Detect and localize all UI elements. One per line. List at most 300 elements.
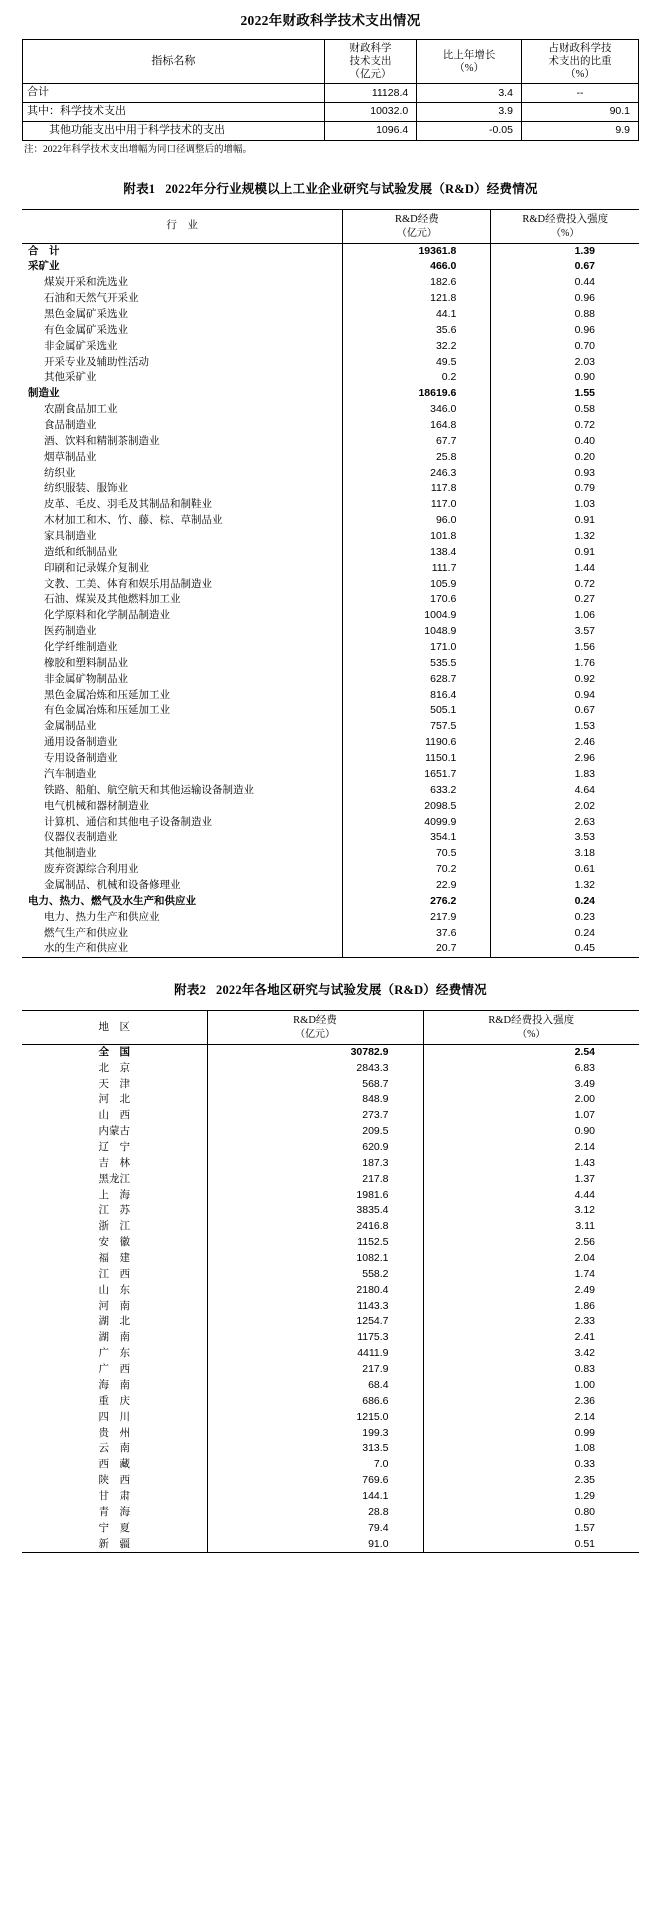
row-value-rd-funds: 1190.6	[343, 735, 491, 751]
row-value-rd-funds: 246.3	[343, 466, 491, 482]
table1-body	[23, 84, 639, 140]
row-value-rd-intensity: 2.36	[574, 1394, 595, 1407]
row-value-rd-funds: 1004.9	[343, 608, 491, 624]
row-value-rd-funds: 1150.1	[343, 751, 491, 767]
table-row	[22, 894, 639, 910]
table-row	[22, 846, 639, 862]
row-label: 有色金属冶炼和压延加工业	[44, 705, 170, 717]
row-value-share: 9.9	[521, 121, 638, 140]
table-row	[22, 688, 639, 704]
table-row	[22, 291, 639, 307]
row-value-rd-intensity: 0.24	[574, 926, 595, 939]
appendix1-heading: 2022年分行业规模以上工业企业研究与试验发展（R&D）经费情况	[165, 181, 538, 196]
row-value-rd-intensity: 3.42	[574, 1347, 595, 1360]
row-value-rd-intensity: 0.45	[574, 942, 595, 955]
row-label: 黑龙江	[98, 1173, 131, 1185]
row-value-rd-funds: 2843.3	[207, 1061, 423, 1077]
row-label: 水的生产和供应业	[44, 943, 128, 955]
row-value-rd-intensity: 0.72	[574, 419, 595, 432]
row-label: 湖 南	[98, 1332, 131, 1344]
row-label: 废弃资源综合利用业	[44, 864, 139, 876]
row-value-rd-intensity: 0.79	[574, 482, 595, 495]
appendix2-title	[22, 958, 639, 1010]
row-label: 专用设备制造业	[44, 753, 118, 765]
row-label: 皮革、毛皮、羽毛及其制品和制鞋业	[44, 499, 212, 511]
table-row	[22, 513, 639, 529]
row-label: 其他功能支出中用于科学技术的支出	[23, 121, 325, 140]
table-row	[22, 1061, 639, 1077]
row-label: 电气机械和器材制造业	[44, 800, 149, 812]
row-value-rd-intensity: 0.80	[574, 1505, 595, 1518]
row-value-rd-funds: 1143.3	[207, 1299, 423, 1315]
region-rd-body	[22, 1044, 639, 1553]
row-label: 北 京	[98, 1062, 131, 1074]
row-label: 合 计	[28, 245, 60, 257]
row-value-rd-funds: 276.2	[343, 894, 491, 910]
row-value-rd-funds: 70.5	[343, 846, 491, 862]
row-value-rd-intensity: 2.33	[574, 1315, 595, 1328]
row-value-rd-intensity: 4.44	[574, 1188, 595, 1201]
row-value-rd-intensity: 3.49	[574, 1077, 595, 1090]
row-label: 非金属矿物制品业	[44, 673, 128, 685]
row-value-rd-funds: 620.9	[207, 1140, 423, 1156]
row-value-rd-funds: 633.2	[343, 783, 491, 799]
table-row	[23, 121, 639, 140]
industry-rd-body	[22, 243, 639, 958]
row-label: 浙 江	[98, 1221, 131, 1233]
col-header-rd-intensity: R&D经费投入强度 （%）	[491, 209, 639, 243]
row-value-rd-funds: 67.7	[343, 434, 491, 450]
table-row	[22, 466, 639, 482]
table-row	[22, 624, 639, 640]
row-value-rd-funds: 44.1	[343, 307, 491, 323]
table-row	[22, 751, 639, 767]
appendix2-heading: 2022年各地区研究与试验发展（R&D）经费情况	[216, 983, 487, 998]
row-value-rd-funds: 138.4	[343, 545, 491, 561]
row-label: 广 西	[98, 1364, 131, 1376]
row-value-rd-funds: 182.6	[343, 275, 491, 291]
industry-rd-table	[22, 209, 639, 958]
table-row	[22, 1188, 639, 1204]
row-value-rd-intensity: 0.91	[574, 545, 595, 558]
row-value-rd-intensity: 0.94	[574, 688, 595, 701]
row-label: 天 津	[98, 1078, 131, 1090]
row-value-rd-intensity: 0.67	[574, 704, 595, 717]
table-row	[22, 799, 639, 815]
row-label: 化学纤维制造业	[44, 642, 118, 654]
table-row	[22, 1537, 639, 1553]
table-row	[22, 1203, 639, 1219]
table-row	[22, 1172, 639, 1188]
table-row	[22, 545, 639, 561]
row-value-rd-funds: 2416.8	[207, 1219, 423, 1235]
row-value-rd-funds: 37.6	[343, 926, 491, 942]
table-row	[22, 1346, 639, 1362]
table-row	[22, 1314, 639, 1330]
row-label: 造纸和纸制品业	[44, 546, 118, 558]
row-value-rd-funds: 769.6	[207, 1473, 423, 1489]
row-value-rd-intensity: 0.93	[574, 466, 595, 479]
row-value-rd-funds: 111.7	[343, 561, 491, 577]
row-value-share: 90.1	[521, 103, 638, 122]
row-label: 酒、饮料和精制茶制造业	[44, 435, 160, 447]
row-label: 采矿业	[28, 261, 60, 273]
table-row	[22, 561, 639, 577]
row-value-rd-intensity: 1.53	[574, 720, 595, 733]
table-row	[22, 1267, 639, 1283]
col-header-rd-funds: R&D经费 （亿元）	[343, 209, 491, 243]
row-value-rd-intensity: 2.00	[574, 1093, 595, 1106]
row-value-rd-intensity: 1.74	[574, 1267, 595, 1280]
row-value-rd-funds: 144.1	[207, 1489, 423, 1505]
row-label: 宁 夏	[98, 1522, 131, 1534]
row-value-rd-intensity: 0.23	[574, 910, 595, 923]
row-value-rd-funds: 1152.5	[207, 1235, 423, 1251]
table-row	[22, 941, 639, 957]
row-value-rd-funds: 20.7	[343, 941, 491, 957]
row-value-rd-intensity: 1.37	[574, 1172, 595, 1185]
row-label: 湖 北	[98, 1316, 131, 1328]
table-header-row	[23, 40, 639, 84]
row-value-rd-intensity: 2.02	[574, 799, 595, 812]
row-value-rd-intensity: 0.20	[574, 450, 595, 463]
table-row	[22, 608, 639, 624]
row-label: 黑色金属冶炼和压延加工业	[44, 689, 170, 701]
row-label: 海 南	[98, 1379, 131, 1391]
row-label: 非金属矿采选业	[44, 340, 118, 352]
row-value-rd-funds: 686.6	[207, 1394, 423, 1410]
row-value-rd-funds: 4411.9	[207, 1346, 423, 1362]
row-value-rd-intensity: 0.51	[574, 1537, 595, 1550]
row-value-rd-funds: 199.3	[207, 1426, 423, 1442]
table-header-row	[22, 1011, 639, 1045]
row-value-rd-intensity: 0.27	[574, 593, 595, 606]
row-value-rd-funds: 101.8	[343, 529, 491, 545]
row-value-rd-funds: 1254.7	[207, 1314, 423, 1330]
row-label: 金属制品、机械和设备修理业	[44, 879, 181, 891]
row-label: 新 疆	[98, 1538, 131, 1550]
row-label: 河 北	[98, 1094, 131, 1106]
table-row	[22, 1330, 639, 1346]
region-rd-table	[22, 1010, 639, 1553]
row-value-rd-intensity: 0.91	[574, 514, 595, 527]
row-value-rd-intensity: 1.06	[574, 609, 595, 622]
row-value-rd-intensity: 1.56	[574, 641, 595, 654]
table-row	[22, 1124, 639, 1140]
row-label: 黑色金属矿采选业	[44, 309, 128, 320]
row-value-rd-intensity: 0.96	[574, 323, 595, 336]
table-row	[22, 830, 639, 846]
row-value-rd-funds: 628.7	[343, 672, 491, 688]
table-row	[22, 1108, 639, 1124]
row-label: 全 国	[98, 1046, 131, 1058]
table-row	[22, 402, 639, 418]
page-title: 2022年财政科学技术支出情况	[240, 13, 421, 28]
row-value-rd-intensity: 1.57	[574, 1521, 595, 1534]
row-value-rd-funds: 28.8	[207, 1505, 423, 1521]
row-value-rd-intensity: 2.49	[574, 1283, 595, 1296]
row-value-rd-intensity: 1.83	[574, 767, 595, 780]
row-value-rd-intensity: 0.90	[574, 1125, 595, 1138]
row-value-growth: 3.9	[417, 103, 522, 122]
row-value-rd-intensity: 1.00	[574, 1378, 595, 1391]
row-label: 金属制品业	[44, 721, 97, 733]
row-value-rd-intensity: 0.40	[574, 434, 595, 447]
row-label: 木材加工和木、竹、藤、棕、草制品业	[44, 515, 223, 527]
row-label: 石油、煤炭及其他燃料加工业	[44, 594, 181, 606]
row-value-rd-intensity: 1.55	[574, 387, 595, 400]
appendix1-index: 附表1	[123, 181, 156, 196]
row-value-rd-funds: 19361.8	[343, 243, 491, 259]
row-value-rd-funds: 91.0	[207, 1537, 423, 1553]
table-row	[22, 386, 639, 402]
table-header-row	[22, 209, 639, 243]
row-value-rd-intensity: 2.14	[574, 1410, 595, 1423]
table-row	[22, 1378, 639, 1394]
row-value-rd-funds: 164.8	[343, 418, 491, 434]
row-label: 橡胶和塑料制品业	[44, 657, 128, 669]
table-row	[22, 1505, 639, 1521]
row-value-rd-intensity: 0.58	[574, 403, 595, 416]
table-row	[22, 1140, 639, 1156]
table-row	[22, 767, 639, 783]
table-row	[22, 418, 639, 434]
table-row	[22, 1283, 639, 1299]
row-value-rd-intensity: 0.44	[574, 276, 595, 289]
row-value-rd-intensity: 2.63	[574, 815, 595, 828]
row-value-rd-intensity: 0.90	[574, 371, 595, 384]
row-value-rd-funds: 22.9	[343, 878, 491, 894]
row-value-rd-intensity: 2.35	[574, 1474, 595, 1487]
row-value-rd-funds: 117.0	[343, 497, 491, 513]
table-row	[22, 1077, 639, 1093]
row-value-rd-intensity: 2.56	[574, 1236, 595, 1249]
row-value-rd-funds: 121.8	[343, 291, 491, 307]
row-label: 印刷和记录媒介复制业	[44, 562, 149, 574]
table-row	[22, 1219, 639, 1235]
row-value-rd-intensity: 0.67	[574, 260, 595, 273]
row-value-rd-intensity: 0.33	[574, 1458, 595, 1471]
row-value-rd-funds: 32.2	[343, 339, 491, 355]
row-value-rd-funds: 30782.9	[207, 1044, 423, 1060]
table-row	[22, 1426, 639, 1442]
row-value-rd-funds: 1981.6	[207, 1188, 423, 1204]
table-row	[22, 497, 639, 513]
row-value-rd-funds: 1082.1	[207, 1251, 423, 1267]
row-label: 化学原料和化学制品制造业	[44, 610, 170, 622]
table-row	[22, 1251, 639, 1267]
row-value-rd-intensity: 1.03	[574, 498, 595, 511]
table-row	[22, 1235, 639, 1251]
row-label: 仪器仪表制造业	[44, 832, 118, 844]
row-label: 山 西	[98, 1110, 131, 1122]
appendix1-title	[22, 157, 639, 209]
table-row	[22, 592, 639, 608]
row-value-rd-funds: 1048.9	[343, 624, 491, 640]
row-value-rd-funds: 0.2	[343, 370, 491, 386]
row-value-rd-funds: 68.4	[207, 1378, 423, 1394]
row-value-rd-intensity: 3.12	[574, 1204, 595, 1217]
row-value-rd-intensity: 2.96	[574, 752, 595, 765]
table-row	[22, 259, 639, 275]
row-label: 纺织业	[44, 467, 76, 479]
row-label: 煤炭开采和洗选业	[44, 277, 128, 289]
table-row	[22, 862, 639, 878]
row-value-rd-funds: 848.9	[207, 1092, 423, 1108]
row-value-rd-intensity: 0.70	[574, 339, 595, 352]
table-row	[22, 339, 639, 355]
row-value-rd-intensity: 3.57	[574, 625, 595, 638]
row-label: 纺织服装、服饰业	[44, 483, 128, 495]
row-value-rd-intensity: 2.54	[574, 1045, 595, 1058]
row-label: 其他采矿业	[44, 372, 97, 384]
row-value-rd-intensity: 0.92	[574, 672, 595, 685]
row-value-rd-intensity: 1.32	[574, 878, 595, 891]
row-value-rd-intensity: 0.88	[574, 308, 595, 320]
table-row	[22, 1457, 639, 1473]
row-value-rd-funds: 535.5	[343, 656, 491, 672]
row-value-rd-funds: 171.0	[343, 640, 491, 656]
row-value-rd-intensity: 0.72	[574, 577, 595, 590]
table-row	[22, 1441, 639, 1457]
row-value-rd-funds: 1175.3	[207, 1330, 423, 1346]
table-row	[22, 370, 639, 386]
table-row	[22, 529, 639, 545]
row-value-rd-funds: 25.8	[343, 450, 491, 466]
row-value-rd-intensity: 1.44	[574, 561, 595, 574]
appendix2-index: 附表2	[174, 983, 207, 998]
row-value-rd-intensity: 3.53	[574, 831, 595, 844]
row-value-rd-funds: 1215.0	[207, 1410, 423, 1426]
row-label: 制造业	[28, 388, 60, 400]
row-label: 河 南	[98, 1300, 131, 1312]
table-row	[22, 1362, 639, 1378]
row-label: 有色金属矿采选业	[44, 324, 128, 336]
row-value-rd-intensity: 1.32	[574, 530, 595, 543]
col-header-region: 地 区	[22, 1011, 207, 1045]
row-label: 医药制造业	[44, 626, 97, 638]
row-label: 燃气生产和供应业	[44, 927, 128, 939]
table-row	[22, 640, 639, 656]
row-value-rd-funds: 568.7	[207, 1077, 423, 1093]
row-label: 福 建	[98, 1253, 131, 1265]
table-row	[22, 1394, 639, 1410]
table-row	[22, 1473, 639, 1489]
col-header-industry: 行 业	[22, 209, 343, 243]
row-label: 四 川	[98, 1411, 131, 1423]
row-value-rd-funds: 117.8	[343, 481, 491, 497]
table-row	[22, 275, 639, 291]
col-header-growth: 比上年增长 （%）	[417, 40, 522, 84]
table-row	[22, 719, 639, 735]
row-label: 电力、热力、燃气及水生产和供应业	[28, 895, 196, 907]
row-label: 石油和天然气开采业	[44, 293, 139, 305]
row-label: 文教、工美、体育和娱乐用品制造业	[44, 578, 212, 590]
table-row	[22, 1044, 639, 1060]
row-value-rd-intensity: 6.83	[574, 1061, 595, 1074]
row-value-expenditure: 11128.4	[324, 84, 416, 103]
row-value-rd-intensity: 1.76	[574, 656, 595, 669]
row-value-rd-funds: 2098.5	[343, 799, 491, 815]
row-value-rd-intensity: 0.24	[574, 894, 595, 907]
table-row	[22, 243, 639, 259]
row-label: 食品制造业	[44, 420, 97, 432]
row-value-rd-funds: 505.1	[343, 703, 491, 719]
row-value-rd-funds: 35.6	[343, 323, 491, 339]
row-value-rd-funds: 170.6	[343, 592, 491, 608]
table-row	[22, 355, 639, 371]
row-label: 电力、热力生产和供应业	[44, 911, 160, 923]
row-value-rd-intensity: 2.46	[574, 736, 595, 749]
row-value-rd-funds: 4099.9	[343, 815, 491, 831]
table-row	[23, 103, 639, 122]
table-row	[22, 783, 639, 799]
col-header-expenditure: 财政科学 技术支出 （亿元）	[324, 40, 416, 84]
row-value-rd-funds: 209.5	[207, 1124, 423, 1140]
row-value-rd-intensity: 2.41	[574, 1331, 595, 1344]
row-value-rd-funds: 757.5	[343, 719, 491, 735]
row-label: 甘 肃	[98, 1490, 131, 1502]
table-row	[22, 1521, 639, 1537]
row-value-expenditure: 1096.4	[324, 121, 416, 140]
row-label: 安 徽	[98, 1237, 131, 1249]
row-value-rd-intensity: 1.08	[574, 1442, 595, 1455]
row-value-rd-intensity: 3.18	[574, 847, 595, 860]
table-row	[22, 703, 639, 719]
row-label: 合计	[23, 84, 325, 103]
row-label: 江 西	[98, 1268, 131, 1280]
table-row	[22, 481, 639, 497]
row-label: 吉 林	[98, 1157, 131, 1169]
row-value-rd-intensity: 0.61	[574, 863, 595, 876]
table-row	[22, 672, 639, 688]
row-value-rd-funds: 273.7	[207, 1108, 423, 1124]
row-label: 农副食品加工业	[44, 404, 118, 416]
row-value-rd-intensity: 1.39	[574, 244, 595, 257]
table-row	[22, 434, 639, 450]
row-value-rd-funds: 313.5	[207, 1441, 423, 1457]
row-value-rd-funds: 96.0	[343, 513, 491, 529]
row-label: 铁路、船舶、航空航天和其他运输设备制造业	[44, 784, 254, 796]
table-row	[22, 307, 639, 323]
row-value-rd-intensity: 1.07	[574, 1109, 595, 1122]
col-header-rd-funds: R&D经费 （亿元）	[207, 1011, 423, 1045]
table-row	[22, 815, 639, 831]
row-value-rd-funds: 187.3	[207, 1156, 423, 1172]
row-value-rd-funds: 49.5	[343, 355, 491, 371]
row-label: 其他制造业	[44, 848, 97, 860]
row-label: 计算机、通信和其他电子设备制造业	[44, 816, 212, 828]
row-label: 贵 州	[98, 1427, 131, 1439]
row-value-rd-intensity: 1.43	[574, 1156, 595, 1169]
row-value-growth: -0.05	[417, 121, 522, 140]
table-row	[22, 735, 639, 751]
table-row	[22, 1489, 639, 1505]
row-label: 其中：科学技术支出	[23, 103, 325, 122]
row-value-rd-funds: 816.4	[343, 688, 491, 704]
table-row	[22, 323, 639, 339]
table-row	[23, 84, 639, 103]
row-value-expenditure: 10032.0	[324, 103, 416, 122]
row-value-rd-funds: 79.4	[207, 1521, 423, 1537]
row-label: 内蒙古	[98, 1126, 131, 1138]
row-label: 西 藏	[98, 1459, 131, 1471]
row-label: 上 海	[98, 1189, 131, 1201]
row-label: 陕 西	[98, 1475, 131, 1487]
row-value-rd-intensity: 2.03	[574, 355, 595, 368]
row-value-rd-funds: 1651.7	[343, 767, 491, 783]
table-row	[22, 656, 639, 672]
